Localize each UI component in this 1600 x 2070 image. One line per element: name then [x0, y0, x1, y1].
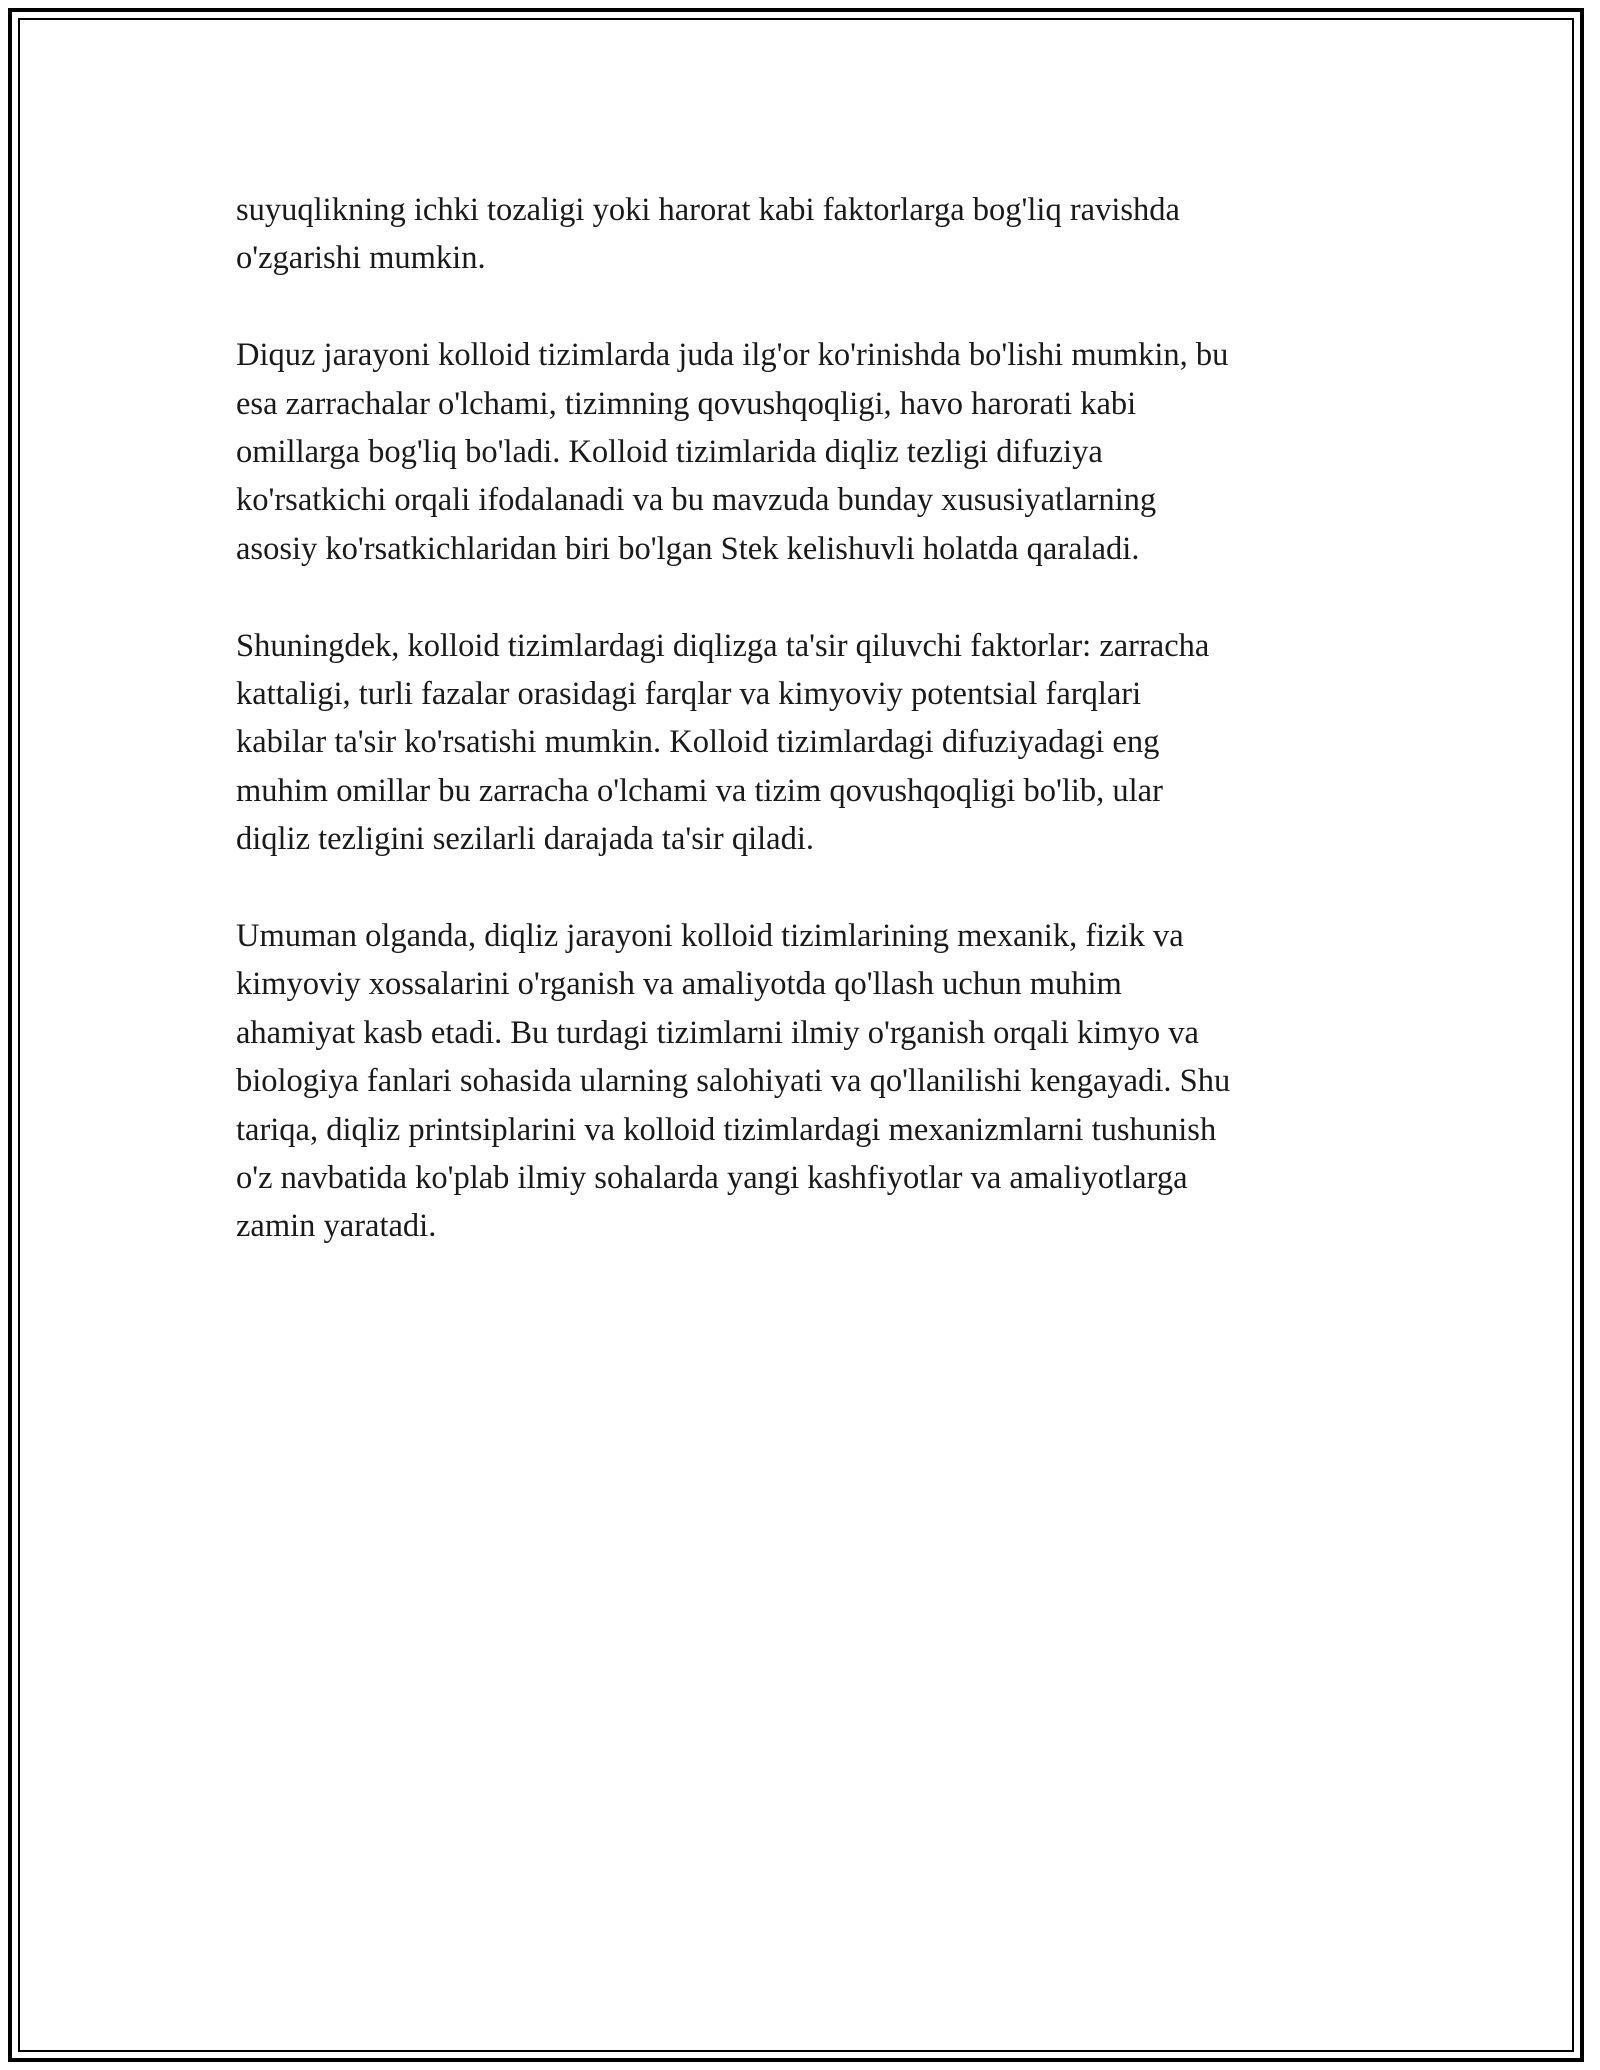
paragraph — [236, 912, 1366, 1251]
text-line: o'z navbatida ko'plab ilmiy sohalarda yangi kashfiyotlar va amaliyotlarga — [236, 1160, 1188, 1197]
text-line: omillarga bog'liq bo'ladi. Kolloid tizimlarida diqliz tezligi difuziya — [236, 434, 1103, 471]
text-line: o'zgarishi mumkin. — [236, 240, 486, 277]
paragraph — [236, 186, 1366, 283]
text-line: zamin yaratadi. — [236, 1208, 437, 1245]
text-line: kattaligi, turli fazalar orasidagi farqlar va kimyoviy potentsial farqlari — [236, 676, 1142, 713]
text-line: ko'rsatkichi orqali ifodalanadi va bu mavzuda bunday xususiyatlarning — [236, 482, 1157, 519]
text-line: suyuqlikning ichki tozaligi yoki harorat kabi faktorlarga bog'liq ravishda — [236, 192, 1180, 228]
text-line: kimyoviy xossalarini o'rganish va amaliyotda qo'llash uchun muhim — [236, 966, 1122, 1003]
text-line: ahamiyat kasb etadi. Bu turdagi tizimlarni ilmiy o'rganish orqali kimyo va — [236, 1014, 1199, 1051]
text-line: Diquz jarayoni kolloid tizimlarda juda ilg'or ko'rinishda bo'lishi mumkin, bu — [236, 337, 1229, 374]
paragraph — [236, 622, 1366, 864]
text-line: diqliz tezligini sezilarli darajada ta'sir qiladi. — [236, 821, 815, 858]
text-line: tariqa, diqliz printsiplarini va kolloid tizimlardagi mexanizmlarni tushunish — [236, 1111, 1217, 1148]
text-line: esa zarrachalar o'lchami, tizimning qovushqoqligi, havo harorati kabi — [236, 385, 1137, 422]
text-line: Umuman olganda, diqliz jarayoni kolloid tizimlarining mexanik, fizik va — [236, 918, 1184, 955]
text-line: Shuningdek, kolloid tizimlardagi diqlizga ta'sir qiluvchi faktorlar: zarracha — [236, 627, 1210, 664]
text-line: muhim omillar bu zarracha o'lchami va tizim qovushqoqligi bo'lib, ular — [236, 772, 1163, 809]
text-line: biologiya fanlari sohasida ularning salohiyati va qo'llanilishi kengayadi. Shu — [236, 1063, 1231, 1100]
text-line: kabilar ta'sir ko'rsatishi mumkin. Kolloid tizimlardagi difuziyadagi eng — [236, 724, 1160, 761]
paragraph — [236, 331, 1366, 573]
text-line: asosiy ko'rsatkichlaridan biri bo'lgan Stek kelishuvli holatda qaraladi. — [236, 530, 1140, 567]
document-body — [236, 186, 1366, 1299]
